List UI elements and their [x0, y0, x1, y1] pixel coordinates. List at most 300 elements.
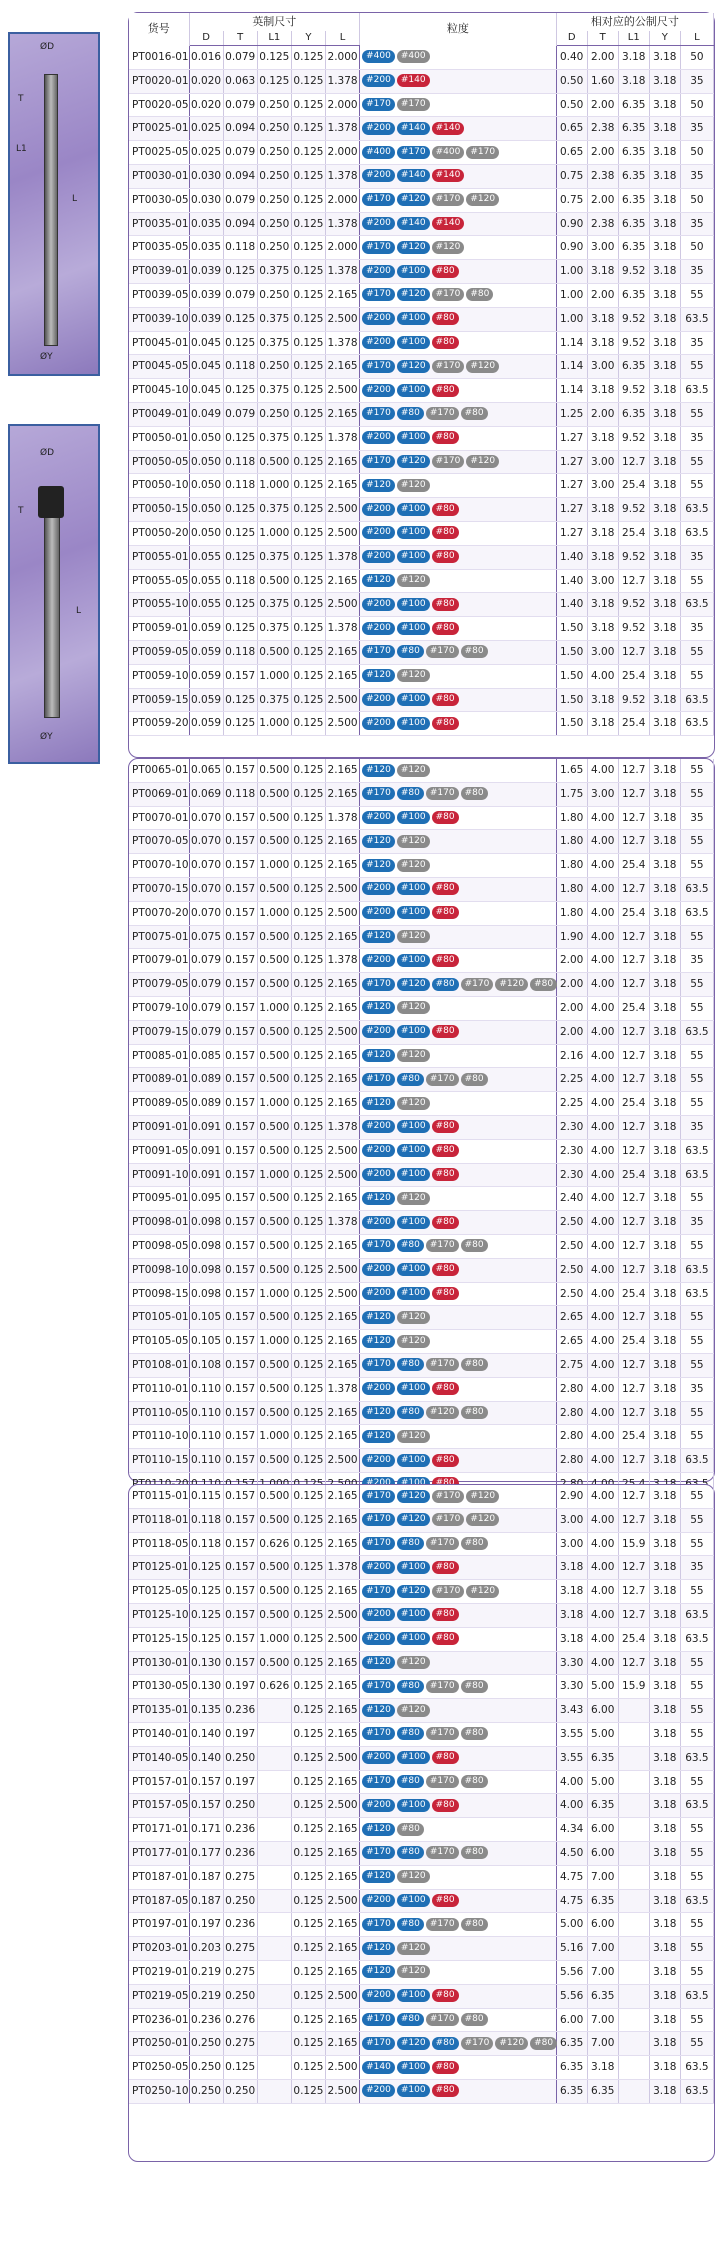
metric-y: 3.18	[649, 1044, 680, 1068]
metric-d: 1.50	[556, 617, 587, 641]
grit-badge: #100	[397, 598, 430, 611]
imperial-y: 0.125	[291, 307, 325, 331]
imperial-d: 0.115	[189, 1485, 223, 1508]
imperial-y: 0.125	[291, 854, 325, 878]
metric-d: 0.90	[556, 212, 587, 236]
imperial-d: 0.118	[189, 1508, 223, 1532]
imperial-y: 0.125	[291, 2056, 325, 2080]
table-row	[129, 236, 714, 260]
imperial-l: 2.000	[326, 46, 360, 70]
imperial-d: 0.049	[189, 402, 223, 426]
imperial-d: 0.125	[189, 1580, 223, 1604]
metric-t: 3.00	[587, 474, 618, 498]
imperial-d: 0.050	[189, 450, 223, 474]
product-code: PT0115-01	[129, 1485, 189, 1508]
imperial-l: 2.165	[326, 355, 360, 379]
metric-t: 4.00	[587, 1449, 618, 1473]
label-oy: ØY	[40, 732, 53, 742]
imperial-t: 0.157	[223, 1603, 257, 1627]
grit-cell	[360, 1306, 557, 1330]
imperial-l: 2.500	[326, 1794, 360, 1818]
imperial-y: 0.125	[291, 1580, 325, 1604]
metric-y: 3.18	[649, 617, 680, 641]
metric-y: 3.18	[649, 901, 680, 925]
product-code: PT0157-01	[129, 1770, 189, 1794]
grit-cell	[360, 1020, 557, 1044]
metric-t: 4.00	[587, 1508, 618, 1532]
grit-cell	[360, 901, 557, 925]
grit-cell	[360, 1330, 557, 1354]
metric-l: 35	[680, 260, 713, 284]
imperial-l1	[257, 1889, 291, 1913]
metric-l1: 12.7	[618, 1068, 649, 1092]
table-row	[129, 901, 714, 925]
imperial-t: 0.236	[223, 1699, 257, 1723]
imperial-l: 2.165	[326, 1770, 360, 1794]
metric-d: 1.80	[556, 877, 587, 901]
imperial-l: 2.500	[326, 1258, 360, 1282]
imperial-l1: 0.250	[257, 117, 291, 141]
metric-t: 4.00	[587, 1068, 618, 1092]
col-t-metric: T	[587, 31, 618, 46]
imperial-y: 0.125	[291, 46, 325, 70]
metric-t: 4.00	[587, 1258, 618, 1282]
imperial-l: 2.500	[326, 2079, 360, 2103]
imperial-d: 0.020	[189, 93, 223, 117]
grit-badge: #120	[397, 1192, 430, 1205]
imperial-t: 0.125	[223, 521, 257, 545]
metric-d: 0.50	[556, 69, 587, 93]
imperial-l: 2.165	[326, 1841, 360, 1865]
metric-l1: 12.7	[618, 1044, 649, 1068]
metric-y: 3.18	[649, 949, 680, 973]
metric-l1: 9.52	[618, 593, 649, 617]
metric-t: 7.00	[587, 1937, 618, 1961]
imperial-t: 0.079	[223, 188, 257, 212]
grit-badge: #120	[362, 574, 395, 587]
metric-l1: 12.7	[618, 1211, 649, 1235]
imperial-d: 0.025	[189, 117, 223, 141]
grit-badge: #140	[397, 169, 430, 182]
grit-badge: #120	[397, 1097, 430, 1110]
metric-l: 55	[680, 1187, 713, 1211]
metric-l1: 25.4	[618, 664, 649, 688]
grit-badge: #200	[362, 1799, 395, 1812]
grit-badge: #170	[362, 1775, 395, 1788]
metric-y: 3.18	[649, 1556, 680, 1580]
imperial-y: 0.125	[291, 901, 325, 925]
imperial-t: 0.118	[223, 640, 257, 664]
imperial-y: 0.125	[291, 1937, 325, 1961]
imperial-t: 0.125	[223, 545, 257, 569]
metric-l: 55	[680, 925, 713, 949]
imperial-t: 0.125	[223, 617, 257, 641]
metric-d: 5.00	[556, 1913, 587, 1937]
imperial-d: 0.050	[189, 426, 223, 450]
imperial-l: 1.378	[326, 331, 360, 355]
metric-l1: 12.7	[618, 830, 649, 854]
grit-badge: #200	[362, 906, 395, 919]
grit-cell	[360, 450, 557, 474]
grit-badge: #100	[397, 1608, 430, 1621]
grit-cell	[360, 1115, 557, 1139]
grit-badge: #80	[432, 2084, 459, 2097]
grit-badge: #100	[397, 1382, 430, 1395]
imperial-t: 0.157	[223, 806, 257, 830]
imperial-d: 0.045	[189, 355, 223, 379]
imperial-y: 0.125	[291, 1722, 325, 1746]
grit-badge: #80	[432, 1454, 459, 1467]
metric-y: 3.18	[649, 1306, 680, 1330]
imperial-d: 0.091	[189, 1115, 223, 1139]
imperial-y: 0.125	[291, 1377, 325, 1401]
metric-l1: 12.7	[618, 1651, 649, 1675]
imperial-l1: 0.375	[257, 617, 291, 641]
imperial-y: 0.125	[291, 1651, 325, 1675]
imperial-y: 0.125	[291, 331, 325, 355]
grit-badge: #80	[432, 978, 459, 991]
imperial-t: 0.118	[223, 782, 257, 806]
imperial-l: 1.378	[326, 1115, 360, 1139]
imperial-l1: 0.250	[257, 402, 291, 426]
metric-l1: 12.7	[618, 973, 649, 997]
grit-badge: #170	[362, 645, 395, 658]
metric-y: 3.18	[649, 164, 680, 188]
tool-tip-image	[38, 486, 64, 518]
metric-l: 35	[680, 617, 713, 641]
imperial-y: 0.125	[291, 1449, 325, 1473]
grit-badge: #120	[397, 1942, 430, 1955]
imperial-t: 0.157	[223, 1401, 257, 1425]
product-code: PT0049-01	[129, 402, 189, 426]
grit-cell	[360, 69, 557, 93]
grit-cell	[360, 164, 557, 188]
grit-badge: #200	[362, 1454, 395, 1467]
imperial-t: 0.157	[223, 925, 257, 949]
imperial-t: 0.157	[223, 1139, 257, 1163]
imperial-t: 0.157	[223, 1092, 257, 1116]
product-code: PT0059-15	[129, 688, 189, 712]
imperial-t: 0.118	[223, 236, 257, 260]
grit-badge: #80	[432, 1120, 459, 1133]
grit-badge: #120	[466, 1585, 499, 1598]
metric-t: 6.00	[587, 1699, 618, 1723]
metric-l1: 3.18	[618, 46, 649, 70]
imperial-l1: 0.500	[257, 1651, 291, 1675]
metric-t: 4.00	[587, 1353, 618, 1377]
table-row	[129, 996, 714, 1020]
grit-cell	[360, 1139, 557, 1163]
table-row	[129, 1913, 714, 1937]
imperial-l1: 0.375	[257, 307, 291, 331]
grit-cell	[360, 996, 557, 1020]
grit-badge: #80	[432, 2061, 459, 2074]
grit-badge: #200	[362, 122, 395, 135]
imperial-d: 0.085	[189, 1044, 223, 1068]
metric-l1: 6.35	[618, 402, 649, 426]
metric-l: 35	[680, 117, 713, 141]
label-oy: ØY	[40, 352, 53, 362]
product-code: PT0025-05	[129, 141, 189, 165]
metric-d: 2.30	[556, 1139, 587, 1163]
imperial-l: 2.500	[326, 877, 360, 901]
product-code: PT0079-01	[129, 949, 189, 973]
imperial-l1: 1.000	[257, 1425, 291, 1449]
table-row	[129, 877, 714, 901]
table-row	[129, 1984, 714, 2008]
grit-badge: #170	[362, 1513, 395, 1526]
metric-l1	[618, 1746, 649, 1770]
grit-badge: #200	[362, 1382, 395, 1395]
col-t: T	[223, 31, 257, 46]
grit-badge: #200	[362, 1989, 395, 2002]
table-row	[129, 1282, 714, 1306]
grit-badge: #170	[362, 1846, 395, 1859]
grit-badge: #80	[432, 954, 459, 967]
grit-badge: #80	[432, 312, 459, 325]
imperial-d: 0.250	[189, 2056, 223, 2080]
imperial-y: 0.125	[291, 949, 325, 973]
imperial-l1: 0.500	[257, 1556, 291, 1580]
metric-y: 3.18	[649, 1889, 680, 1913]
imperial-l1	[257, 2056, 291, 2080]
imperial-l1: 0.375	[257, 498, 291, 522]
metric-l1: 6.35	[618, 188, 649, 212]
imperial-t: 0.275	[223, 1937, 257, 1961]
grit-badge: #120	[362, 669, 395, 682]
metric-d: 0.65	[556, 117, 587, 141]
grit-badge: #120	[397, 978, 430, 991]
product-code: PT0177-01	[129, 1841, 189, 1865]
metric-l: 55	[680, 782, 713, 806]
metric-l: 35	[680, 949, 713, 973]
table-row	[129, 1425, 714, 1449]
imperial-l: 2.165	[326, 996, 360, 1020]
imperial-l1: 0.250	[257, 164, 291, 188]
product-code: PT0098-05	[129, 1234, 189, 1258]
grit-cell	[360, 117, 557, 141]
imperial-l: 1.378	[326, 1211, 360, 1235]
imperial-t: 0.118	[223, 569, 257, 593]
metric-d: 3.55	[556, 1746, 587, 1770]
metric-l1	[618, 1960, 649, 1984]
metric-l: 63.5	[680, 1984, 713, 2008]
imperial-y: 0.125	[291, 1841, 325, 1865]
metric-d: 1.80	[556, 806, 587, 830]
metric-y: 3.18	[649, 1115, 680, 1139]
grit-badge: #140	[397, 217, 430, 230]
metric-l1: 9.52	[618, 426, 649, 450]
grit-badge: #100	[397, 503, 430, 516]
grit-badge: #120	[466, 193, 499, 206]
grit-badge: #100	[397, 1454, 430, 1467]
metric-d: 2.30	[556, 1163, 587, 1187]
table-row	[129, 1306, 714, 1330]
grit-badge: #170	[432, 288, 465, 301]
table-row	[129, 379, 714, 403]
grit-badge: #170	[432, 193, 465, 206]
metric-y: 3.18	[649, 830, 680, 854]
imperial-t: 0.157	[223, 830, 257, 854]
table-row	[129, 1211, 714, 1235]
imperial-t: 0.125	[223, 379, 257, 403]
imperial-y: 0.125	[291, 498, 325, 522]
metric-y: 3.18	[649, 2079, 680, 2103]
metric-t: 4.00	[587, 854, 618, 878]
imperial-t: 0.125	[223, 712, 257, 736]
imperial-l: 2.165	[326, 854, 360, 878]
imperial-l1	[257, 1984, 291, 2008]
imperial-y: 0.125	[291, 236, 325, 260]
product-code: PT0089-05	[129, 1092, 189, 1116]
imperial-l: 2.500	[326, 1746, 360, 1770]
imperial-d: 0.177	[189, 1841, 223, 1865]
imperial-y: 0.125	[291, 996, 325, 1020]
imperial-t: 0.157	[223, 1353, 257, 1377]
product-code: PT0118-05	[129, 1532, 189, 1556]
imperial-d: 0.098	[189, 1234, 223, 1258]
col-y-metric: Y	[649, 31, 680, 46]
metric-d: 0.90	[556, 236, 587, 260]
metric-t: 3.18	[587, 331, 618, 355]
metric-l: 63.5	[680, 901, 713, 925]
imperial-l: 1.378	[326, 545, 360, 569]
metric-l: 55	[680, 1580, 713, 1604]
imperial-l1	[257, 1794, 291, 1818]
imperial-y: 0.125	[291, 877, 325, 901]
table-row	[129, 1044, 714, 1068]
grit-badge: #140	[432, 169, 465, 182]
grit-badge: #100	[397, 312, 430, 325]
metric-l1: 25.4	[618, 712, 649, 736]
metric-t: 4.00	[587, 996, 618, 1020]
grit-cell	[360, 545, 557, 569]
metric-t: 4.00	[587, 1306, 618, 1330]
label-od: ØD	[40, 42, 55, 52]
metric-t: 2.38	[587, 212, 618, 236]
table-row	[129, 1330, 714, 1354]
imperial-l1: 0.500	[257, 640, 291, 664]
grit-badge: #170	[426, 787, 459, 800]
imperial-y: 0.125	[291, 1770, 325, 1794]
metric-y: 3.18	[649, 1532, 680, 1556]
metric-l: 63.5	[680, 1603, 713, 1627]
grit-badge: #80	[432, 882, 459, 895]
imperial-d: 0.059	[189, 688, 223, 712]
table-row	[129, 331, 714, 355]
metric-l1	[618, 1770, 649, 1794]
metric-l: 55	[680, 1699, 713, 1723]
metric-y: 3.18	[649, 1508, 680, 1532]
imperial-l: 2.500	[326, 1020, 360, 1044]
imperial-l: 2.165	[326, 402, 360, 426]
metric-d: 2.25	[556, 1068, 587, 1092]
grit-cell	[360, 1580, 557, 1604]
grit-badge: #120	[397, 1001, 430, 1014]
metric-y: 3.18	[649, 1722, 680, 1746]
product-figure-stepped-tip	[8, 32, 100, 376]
metric-l: 63.5	[680, 688, 713, 712]
imperial-l1: 0.500	[257, 1306, 291, 1330]
grit-badge: #80	[461, 1680, 488, 1693]
metric-y: 3.18	[649, 1401, 680, 1425]
grit-badge: #200	[362, 1287, 395, 1300]
grit-badge: #170	[362, 2037, 395, 2050]
imperial-y: 0.125	[291, 474, 325, 498]
grit-badge: #120	[362, 1656, 395, 1669]
metric-y: 3.18	[649, 782, 680, 806]
imperial-l1	[257, 1722, 291, 1746]
metric-d: 2.25	[556, 1092, 587, 1116]
imperial-d: 0.140	[189, 1746, 223, 1770]
imperial-t: 0.125	[223, 688, 257, 712]
table-row	[129, 1258, 714, 1282]
grit-badge: #400	[362, 146, 395, 159]
metric-l1: 25.4	[618, 854, 649, 878]
imperial-d: 0.089	[189, 1068, 223, 1092]
metric-y: 3.18	[649, 806, 680, 830]
metric-t: 4.00	[587, 1401, 618, 1425]
product-figure-cylinder-tip	[8, 424, 100, 764]
imperial-t: 0.125	[223, 426, 257, 450]
product-code: PT0091-01	[129, 1115, 189, 1139]
grit-badge: #80	[461, 1073, 488, 1086]
metric-l: 55	[680, 664, 713, 688]
grit-badge: #170	[362, 455, 395, 468]
metric-t: 4.00	[587, 1020, 618, 1044]
grit-badge: #80	[432, 1287, 459, 1300]
imperial-d: 0.079	[189, 973, 223, 997]
table-row	[129, 1234, 714, 1258]
grit-badge: #80	[461, 2013, 488, 2026]
table-row	[129, 973, 714, 997]
metric-y: 3.18	[649, 1937, 680, 1961]
imperial-l1: 0.626	[257, 1675, 291, 1699]
metric-l: 55	[680, 1937, 713, 1961]
table-row	[129, 1746, 714, 1770]
table-row	[129, 617, 714, 641]
product-code: PT0098-10	[129, 1258, 189, 1282]
imperial-l: 2.500	[326, 379, 360, 403]
imperial-t: 0.125	[223, 331, 257, 355]
imperial-d: 0.110	[189, 1401, 223, 1425]
grit-badge: #100	[397, 954, 430, 967]
metric-y: 3.18	[649, 46, 680, 70]
metric-d: 4.00	[556, 1794, 587, 1818]
imperial-l1: 0.125	[257, 69, 291, 93]
grit-badge: #200	[362, 1120, 395, 1133]
imperial-d: 0.197	[189, 1913, 223, 1937]
grit-badge: #170	[426, 1239, 459, 1252]
grit-badge: #120	[426, 1406, 459, 1419]
imperial-l1: 0.500	[257, 1211, 291, 1235]
grit-cell	[360, 1485, 557, 1508]
product-code: PT0050-10	[129, 474, 189, 498]
imperial-y: 0.125	[291, 1675, 325, 1699]
grit-badge: #170	[362, 407, 395, 420]
metric-l1: 25.4	[618, 1627, 649, 1651]
metric-t: 6.35	[587, 1794, 618, 1818]
grit-badge: #80	[397, 1846, 424, 1859]
metric-l: 63.5	[680, 593, 713, 617]
metric-y: 3.18	[649, 474, 680, 498]
grit-badge: #170	[432, 1513, 465, 1526]
grit-badge: #80	[461, 1918, 488, 1931]
imperial-l: 2.165	[326, 1580, 360, 1604]
metric-d: 3.30	[556, 1675, 587, 1699]
metric-t: 3.00	[587, 236, 618, 260]
table-row	[129, 93, 714, 117]
